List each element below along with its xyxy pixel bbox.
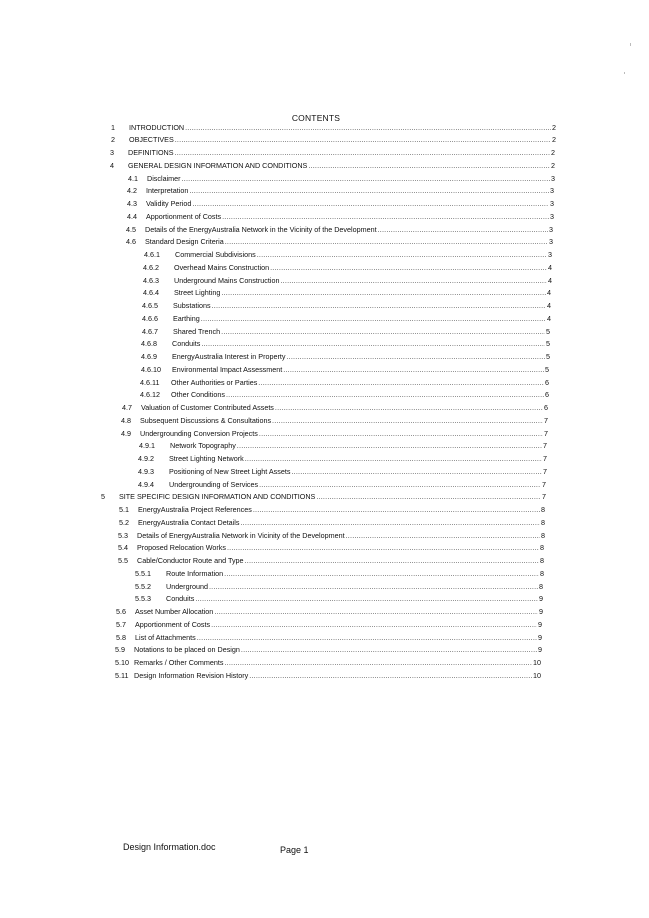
dot-leader xyxy=(253,504,540,515)
toc-entry-number: 5 xyxy=(101,492,105,502)
dot-leader xyxy=(259,428,543,439)
toc-entry xyxy=(0,504,649,515)
toc-entry-page: 6 xyxy=(544,403,548,412)
toc-entry-number: 4.6.1 xyxy=(144,250,160,259)
toc-entry-title: Substations xyxy=(173,301,211,310)
dot-leader xyxy=(175,147,550,158)
dot-leader xyxy=(227,542,539,553)
toc-entry xyxy=(0,389,649,400)
toc-entry-number: 4.3 xyxy=(127,199,137,208)
dot-leader xyxy=(185,122,551,133)
dot-leader xyxy=(241,644,537,655)
toc-entry-page: 10 xyxy=(533,670,541,680)
toc-entry xyxy=(0,326,649,337)
dot-leader xyxy=(346,530,540,541)
toc-entry xyxy=(0,619,649,630)
toc-entry xyxy=(0,491,649,502)
toc-entry xyxy=(0,185,649,196)
toc-entry-page: 3 xyxy=(549,224,553,234)
toc-entry-page: 5 xyxy=(546,326,550,336)
toc-entry xyxy=(0,530,649,541)
toc-entry-title: SITE SPECIFIC DESIGN INFORMATION AND CONDITIONS xyxy=(119,492,316,502)
toc-entry-page: 4 xyxy=(547,301,551,310)
toc-entry-title: EnergyAustralia Contact Details xyxy=(138,517,240,527)
toc-entry-number: 4.6.3 xyxy=(143,275,159,285)
dot-leader xyxy=(201,313,546,324)
toc-entry-number: 4.6.9 xyxy=(141,352,157,361)
toc-entry-number: 4.5 xyxy=(126,224,136,234)
footer-filename: Design Information.doc xyxy=(123,842,216,852)
toc-entry xyxy=(0,249,649,260)
toc-entry-page: 4 xyxy=(547,288,551,298)
toc-entry xyxy=(0,479,649,490)
toc-entry-number: 4.6.5 xyxy=(142,301,158,310)
dot-leader xyxy=(237,440,542,451)
dot-leader xyxy=(224,568,539,579)
toc-entry-title: Undergrounding of Services xyxy=(169,479,259,489)
dot-leader xyxy=(189,185,549,196)
toc-entry-page: 8 xyxy=(541,517,545,527)
dot-leader xyxy=(280,275,547,286)
toc-entry xyxy=(0,644,649,655)
toc-entry-page: 2 xyxy=(552,135,556,145)
toc-entry-number: 5.4 xyxy=(118,543,128,553)
dot-leader xyxy=(221,287,546,298)
toc-entry-number: 4.6.2 xyxy=(143,262,159,272)
toc-entry xyxy=(0,440,649,451)
toc-entry-page: 3 xyxy=(550,211,554,221)
toc-entry-page: 3 xyxy=(550,186,554,196)
toc-entry xyxy=(0,415,649,426)
toc-entry xyxy=(0,313,649,324)
toc-entry-title: GENERAL DESIGN INFORMATION AND CONDITIONS xyxy=(128,160,308,170)
toc-entry-title: DEFINITIONS xyxy=(128,148,174,157)
toc-entry-number: 5.10 xyxy=(115,658,129,667)
dot-leader xyxy=(212,300,546,311)
footer-page-number: Page 1 xyxy=(280,845,309,855)
toc-entry-title: Cable/Conductor Route and Type xyxy=(137,556,244,565)
dot-leader xyxy=(221,326,545,337)
toc-entry-number: 4.6.6 xyxy=(142,313,158,323)
toc-entry-title: Overhead Mains Construction xyxy=(174,262,270,272)
dot-leader xyxy=(245,453,542,464)
toc-entry xyxy=(0,351,649,362)
toc-entry xyxy=(0,173,649,184)
toc-entry-number: 4.6.11 xyxy=(140,377,160,387)
toc-entry-number: 5.5.2 xyxy=(135,581,151,591)
toc-entry-page: 3 xyxy=(550,199,554,208)
toc-entry-page: 9 xyxy=(538,645,542,655)
toc-entry-number: 2 xyxy=(111,135,115,145)
toc-entry-number: 4.7 xyxy=(122,403,132,412)
toc-entry-page: 6 xyxy=(545,390,549,400)
toc-entry-number: 1 xyxy=(111,122,115,132)
toc-entry-number: 4.1 xyxy=(128,173,138,183)
toc-entry-title: Undergrounding Conversion Projects xyxy=(140,428,258,438)
toc-entry xyxy=(0,122,649,133)
toc-entry-page: 8 xyxy=(540,556,544,565)
dot-leader xyxy=(308,160,550,171)
toc-entry-page: 9 xyxy=(539,607,543,616)
dot-leader xyxy=(286,351,545,362)
toc-entry-number: 5.5.1 xyxy=(135,568,151,578)
toc-entry-number: 4.6.7 xyxy=(142,326,158,336)
toc-entry-number: 4.6.4 xyxy=(143,288,159,298)
toc-entry-title: Remarks / Other Comments xyxy=(134,658,224,667)
toc-entry xyxy=(0,657,649,668)
dot-leader xyxy=(257,249,547,260)
toc-entry-number: 4.2 xyxy=(127,186,137,196)
toc-entry xyxy=(0,236,649,247)
toc-entry-title: Valuation of Customer Contributed Assets xyxy=(141,403,274,412)
toc-entry xyxy=(0,555,649,566)
toc-entry-title: Interpretation xyxy=(146,186,189,196)
toc-entry-number: 4.6.10 xyxy=(141,364,161,374)
toc-entry xyxy=(0,428,649,439)
dot-leader xyxy=(225,236,548,247)
toc-entry-title: Street Lighting xyxy=(174,288,221,298)
toc-entry xyxy=(0,568,649,579)
dot-leader xyxy=(197,632,537,643)
toc-entry-page: 3 xyxy=(549,237,553,247)
toc-entry xyxy=(0,542,649,553)
toc-entry-number: 5.6 xyxy=(116,607,126,616)
toc-entry-page: 2 xyxy=(552,122,556,132)
toc-entry-title: Network Topography xyxy=(170,441,236,451)
toc-entry xyxy=(0,593,649,604)
toc-entry-title: Shared Trench xyxy=(173,326,221,336)
toc-entry-page: 7 xyxy=(542,479,546,489)
toc-entry-title: Validity Period xyxy=(146,199,192,208)
dot-leader xyxy=(291,466,542,477)
toc-entry-page: 8 xyxy=(541,505,545,514)
toc-entry-title: Underground xyxy=(166,581,208,591)
toc-entry-number: 5.5 xyxy=(118,556,128,565)
toc-entry-number: 4.4 xyxy=(127,211,137,221)
toc-entry xyxy=(0,262,649,273)
scan-mark xyxy=(630,43,631,46)
toc-entry-title: Asset Number Allocation xyxy=(135,607,214,616)
toc-entry xyxy=(0,453,649,464)
contents-title: CONTENTS xyxy=(291,113,341,123)
toc-entry-number: 4.6.8 xyxy=(141,339,157,349)
toc-entry-title: Standard Design Criteria xyxy=(145,237,224,247)
toc-entry-title: EnergyAustralia Interest in Property xyxy=(172,352,286,361)
toc-entry-page: 7 xyxy=(542,492,546,502)
toc-entry xyxy=(0,224,649,235)
dot-leader xyxy=(240,517,540,528)
toc-entry-page: 7 xyxy=(544,428,548,438)
dot-leader xyxy=(275,402,543,413)
toc-entry xyxy=(0,338,649,349)
toc-entry-page: 8 xyxy=(539,581,543,591)
dot-leader xyxy=(258,377,544,388)
dot-leader xyxy=(226,389,544,400)
toc-entry-page: 2 xyxy=(551,148,555,157)
toc-entry-number: 5.2 xyxy=(119,517,129,527)
toc-entry-page: 8 xyxy=(540,568,544,578)
toc-entry-page: 3 xyxy=(551,173,555,183)
toc-entry-number: 4.8 xyxy=(121,415,131,425)
toc-entry xyxy=(0,147,649,158)
toc-entry-number: 4.6.12 xyxy=(140,390,160,400)
toc-entry-page: 5 xyxy=(545,364,549,374)
toc-entry-number: 4.9 xyxy=(121,428,131,438)
toc-entry-number: 5.3 xyxy=(118,530,128,540)
dot-leader xyxy=(283,364,544,375)
dot-leader xyxy=(224,657,532,668)
toc-entry xyxy=(0,134,649,145)
toc-entry-page: 7 xyxy=(543,441,547,451)
toc-entry-title: Other Conditions xyxy=(171,390,225,400)
toc-entry-number: 4.9.2 xyxy=(138,454,154,463)
toc-entry xyxy=(0,606,649,617)
dot-leader xyxy=(201,338,545,349)
toc-entry xyxy=(0,300,649,311)
toc-entry-page: 3 xyxy=(548,250,552,259)
toc-entry-title: Details of EnergyAustralia Network in Vicinity of the Development xyxy=(137,530,345,540)
toc-entry-page: 4 xyxy=(548,275,552,285)
toc-entry-number: 3 xyxy=(110,148,114,157)
toc-entry xyxy=(0,517,649,528)
toc-entry-title: Disclaimer xyxy=(147,173,181,183)
toc-entry-title: Apportionment of Costs xyxy=(146,211,222,221)
toc-entry-page: 8 xyxy=(541,530,545,540)
dot-leader xyxy=(192,198,549,209)
toc-entry-page: 5 xyxy=(546,352,550,361)
toc-entry-title: Route Information xyxy=(166,568,224,578)
toc-entry-number: 4.9.1 xyxy=(139,441,155,451)
toc-entry xyxy=(0,275,649,286)
scan-mark xyxy=(624,72,625,74)
toc-entry xyxy=(0,198,649,209)
toc-entry-number: 5.8 xyxy=(116,632,126,642)
toc-entry-page: 6 xyxy=(545,377,549,387)
dot-leader xyxy=(211,619,537,630)
toc-entry-page: 4 xyxy=(547,313,551,323)
dot-leader xyxy=(378,224,548,235)
toc-entry xyxy=(0,287,649,298)
toc-entry-title: List of Attachments xyxy=(135,632,196,642)
dot-leader xyxy=(270,262,547,273)
toc-entry-title: Notations to be placed on Design xyxy=(134,645,240,655)
dot-leader xyxy=(214,606,538,617)
toc-entry xyxy=(0,160,649,171)
toc-entry-title: Details of the EnergyAustralia Network in the Vicinity of the Development xyxy=(145,224,377,234)
toc-entry-title: OBJECTIVES xyxy=(129,135,174,145)
toc-entry-number: 5.1 xyxy=(119,505,129,514)
dot-leader xyxy=(245,555,539,566)
toc-entry-page: 9 xyxy=(538,619,542,629)
toc-entry xyxy=(0,581,649,592)
toc-entry-page: 9 xyxy=(539,594,543,604)
toc-entry-page: 7 xyxy=(543,454,547,463)
toc-entry-number: 4.6 xyxy=(126,237,136,247)
toc-entry xyxy=(0,377,649,388)
dot-leader xyxy=(259,479,541,490)
toc-entry-page: 7 xyxy=(544,415,548,425)
toc-entry-title: Apportionment of Costs xyxy=(135,619,211,629)
dot-leader xyxy=(316,491,541,502)
toc-entry-title: Design Information Revision History xyxy=(134,670,249,680)
dot-leader xyxy=(209,581,538,592)
toc-entry xyxy=(0,466,649,477)
toc-entry-title: Earthing xyxy=(173,313,200,323)
toc-entry-page: 10 xyxy=(533,658,541,667)
toc-entry xyxy=(0,364,649,375)
toc-entry-page: 9 xyxy=(538,632,542,642)
toc-entry-title: Subsequent Discussions & Consultations xyxy=(140,415,272,425)
toc-entry xyxy=(0,632,649,643)
toc-entry-title: Proposed Relocation Works xyxy=(137,543,226,553)
toc-entry-title: Positioning of New Street Light Assets xyxy=(169,466,291,476)
dot-leader xyxy=(182,173,550,184)
toc-entry-page: 5 xyxy=(546,339,550,349)
dot-leader xyxy=(272,415,543,426)
toc-entry-number: 5.9 xyxy=(115,645,125,655)
dot-leader xyxy=(175,134,551,145)
toc-entry-title: Other Authorities or Parties xyxy=(171,377,258,387)
toc-entry-number: 4.9.3 xyxy=(138,466,154,476)
toc-entry-number: 5.5.3 xyxy=(135,594,151,604)
dot-leader xyxy=(222,211,549,222)
toc-entry-title: Commercial Subdivisions xyxy=(175,250,256,259)
dot-leader xyxy=(249,670,532,681)
toc-entry-number: 4.9.4 xyxy=(138,479,154,489)
toc-entry-title: EnergyAustralia Project References xyxy=(138,505,252,514)
toc-entry xyxy=(0,211,649,222)
toc-entry-title: Conduits xyxy=(166,594,195,604)
toc-entry-title: Underground Mains Construction xyxy=(174,275,280,285)
toc-entry-number: 4 xyxy=(110,160,114,170)
toc-entry xyxy=(0,402,649,413)
toc-entry-page: 4 xyxy=(548,262,552,272)
toc-entry-title: Street Lighting Network xyxy=(169,454,244,463)
toc-entry xyxy=(0,670,649,681)
toc-entry-page: 7 xyxy=(543,466,547,476)
toc-entry-page: 8 xyxy=(540,543,544,553)
toc-entry-title: Environmental Impact Assessment xyxy=(172,364,283,374)
toc-entry-number: 5.11 xyxy=(115,670,129,680)
toc-entry-title: INTRODUCTION xyxy=(129,122,185,132)
toc-entry-number: 5.7 xyxy=(116,619,126,629)
toc-entry-page: 2 xyxy=(551,160,555,170)
dot-leader xyxy=(195,593,538,604)
toc-entry-title: Conduits xyxy=(172,339,201,349)
